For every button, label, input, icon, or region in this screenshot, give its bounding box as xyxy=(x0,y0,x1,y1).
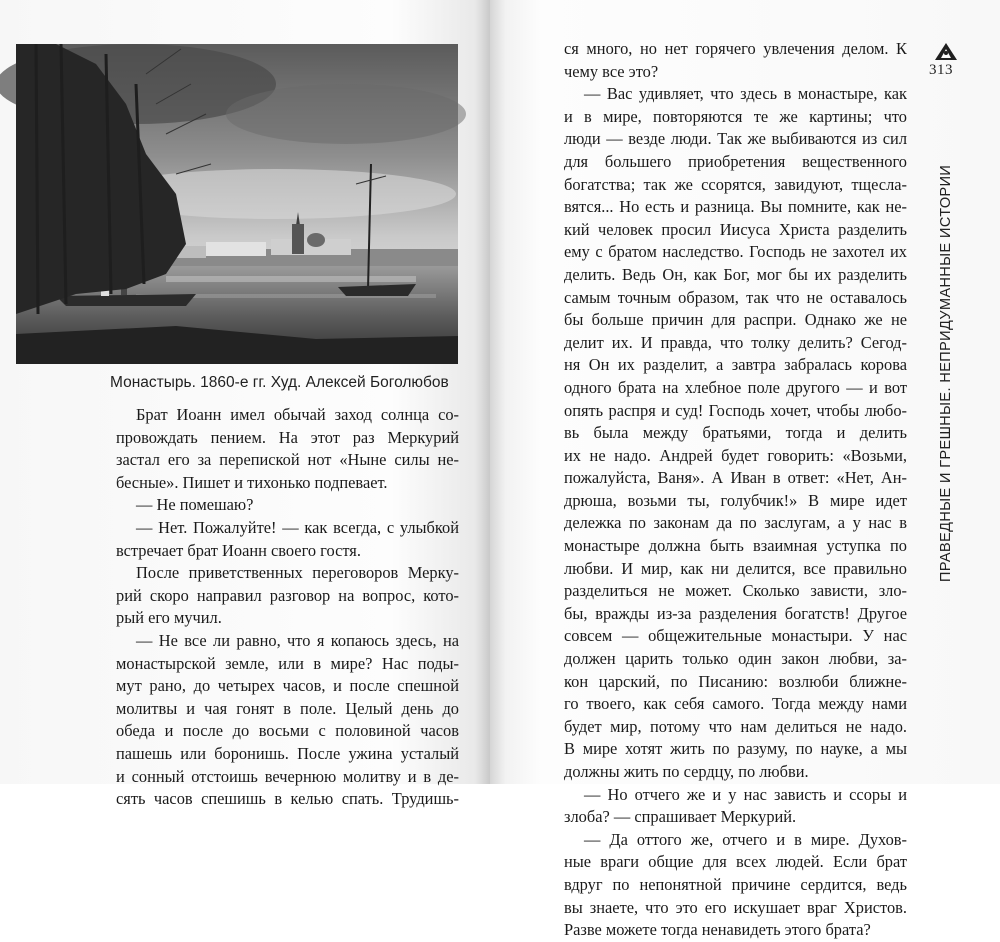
text-line: их не надо. Андрей будет говорить: «Возьми, xyxy=(564,445,907,465)
text-line: молитвы и чая гонят в поле. Целый день до xyxy=(116,698,459,718)
text-line: встречает брат Иоанн своего гостя. xyxy=(116,540,361,560)
text-line: разделиться не может. Сколько зависти, зло- xyxy=(564,581,907,601)
text-line: опять распря и суд! Господь хочет, чтобы любо- xyxy=(564,400,907,420)
text-line: — Вас удивляет, что здесь в монастыре, как xyxy=(584,84,907,104)
text-line: дрюша, возьми ты, голубчик!» В мире идет xyxy=(564,490,907,510)
text-line: — Да оттого же, отчего и в мире. Духов- xyxy=(584,829,907,849)
text-line: должны жить по сердцу, по любви. xyxy=(564,762,809,781)
left-page xyxy=(0,0,490,809)
text-line: провождать пением. На этот раз Меркурий xyxy=(116,427,459,447)
illustration-caption: Монастырь. 1860-е гг. Худ. Алексей Боголюбов xyxy=(110,374,449,391)
chapter-emblem-icon xyxy=(933,42,959,62)
text-line: богатства; так же ссорятся, завидуют, тщесла- xyxy=(564,174,907,194)
text-line: люди — везде люди. Так же выбиваются из сил xyxy=(564,129,907,149)
left-body-text xyxy=(116,404,459,811)
text-line: Разве можете тогда ненавидеть этого брата? xyxy=(564,920,871,940)
text-line: сять часов спешишь в келью спать. Трудишь- xyxy=(116,789,459,809)
text-line: вдруг по непонятной причине сердится, ведь xyxy=(564,874,907,894)
text-line: бы, вражды из-за разделения богатств! Другое xyxy=(564,603,907,623)
text-line: В мире хотят жить по разуму, по науке, а мы xyxy=(564,739,907,759)
text-line: делит их. И правда, что толку делить? Сегод- xyxy=(564,332,907,352)
right-body-text xyxy=(564,38,907,942)
text-line: вы знаете, что это его искушает враг Христов. xyxy=(564,897,907,917)
text-line: бесные». Пишет и тихонько подпевает. xyxy=(116,472,388,492)
page-number: 313 xyxy=(929,62,953,78)
text-line: должен царить только один закон любви, за- xyxy=(564,649,907,669)
text-line: пашешь или боронишь. После ужина усталый xyxy=(116,743,459,763)
text-line: обеда и после до восьми с половиной часов xyxy=(116,721,459,741)
text-line: любви. И мир, как ни делится, все правильно xyxy=(564,558,907,578)
painting-svg xyxy=(16,44,458,364)
text-line: и сонный отстоишь вечернюю молитву и в де- xyxy=(116,766,459,786)
text-line: ня Он их разделит, а завтра забралась корова xyxy=(564,355,907,375)
text-line: застал его за перепиской нот «Ныне силы не- xyxy=(116,450,459,470)
text-line: и в мире, повторяются те же картины; что xyxy=(564,106,907,126)
text-line: монастыре должна быть взаимная уступка по xyxy=(564,536,907,556)
text-line: го твоего, как себя самого. Тогда между нами xyxy=(564,694,907,714)
text-line: После приветственных переговоров Мерку- xyxy=(136,563,459,583)
illustration-monastery-painting xyxy=(16,44,458,364)
text-line: ему с братом наследство. Господь не захотел их xyxy=(564,242,907,262)
text-line: для большего приобретения вещественного xyxy=(564,151,907,171)
text-line: пожалуйста, Ваня». А Иван в ответ: «Нет, Ан- xyxy=(564,468,907,488)
text-line: ся много, но нет горячего увлечения делом. К xyxy=(564,39,907,58)
text-line: — Не все ли равно, что я копаюсь здесь, на xyxy=(136,630,459,650)
text-line: Брат Иоанн имел обычай заход солнца со- xyxy=(136,405,459,424)
text-line: чему все это? xyxy=(564,61,659,81)
text-line: кий человек просил Иисуса Христа разделить xyxy=(564,219,907,239)
text-line: злоба? — спрашивает Меркурий. xyxy=(564,807,797,827)
text-line: — Не помешаю? xyxy=(136,495,254,515)
right-page xyxy=(490,0,1000,940)
text-line: мут рано, до четырех часов, и после спешной xyxy=(116,676,459,696)
text-line: кон царский, по Писанию: возлюби ближне- xyxy=(564,671,907,691)
text-line: одного брата на хлебное поле другого — и вот xyxy=(564,377,907,397)
text-line: дележка по законам да по заслугам, а у нас в xyxy=(564,513,907,533)
text-line: — Но отчего же и у нас зависть и ссоры и xyxy=(584,784,907,804)
text-line: будет мир, потому что нам делиться не надо. xyxy=(564,716,907,736)
text-line: бы больше причин для распри. Однако же не xyxy=(564,310,907,330)
text-line: рий скоро направил разговор на вопрос, кото- xyxy=(116,585,459,605)
running-title: ПРАВЕДНЫЕ И ГРЕШНЫЕ. НЕПРИДУМАННЫЕ ИСТОРИИ xyxy=(938,164,954,582)
text-line: делить. Ведь Он, как Бог, мог бы их разделить xyxy=(564,264,907,284)
text-line: самым точным образом, так что не оставалось xyxy=(564,287,907,307)
text-line: рый его мучил. xyxy=(116,608,222,628)
text-line: монастырской земле, или в мире? Нас поды- xyxy=(116,653,459,673)
text-line: вь была между братьями, тогда и делить xyxy=(564,423,907,443)
text-line: — Нет. Пожалуйте! — как всегда, с улыбкой xyxy=(136,517,459,537)
text-line: совсем — общежительные монастыри. У нас xyxy=(564,626,907,646)
text-line: ные враги общие для всех людей. Если брат xyxy=(564,852,907,872)
text-line: вятся... Но есть и разница. Вы помните, как не- xyxy=(564,197,907,217)
